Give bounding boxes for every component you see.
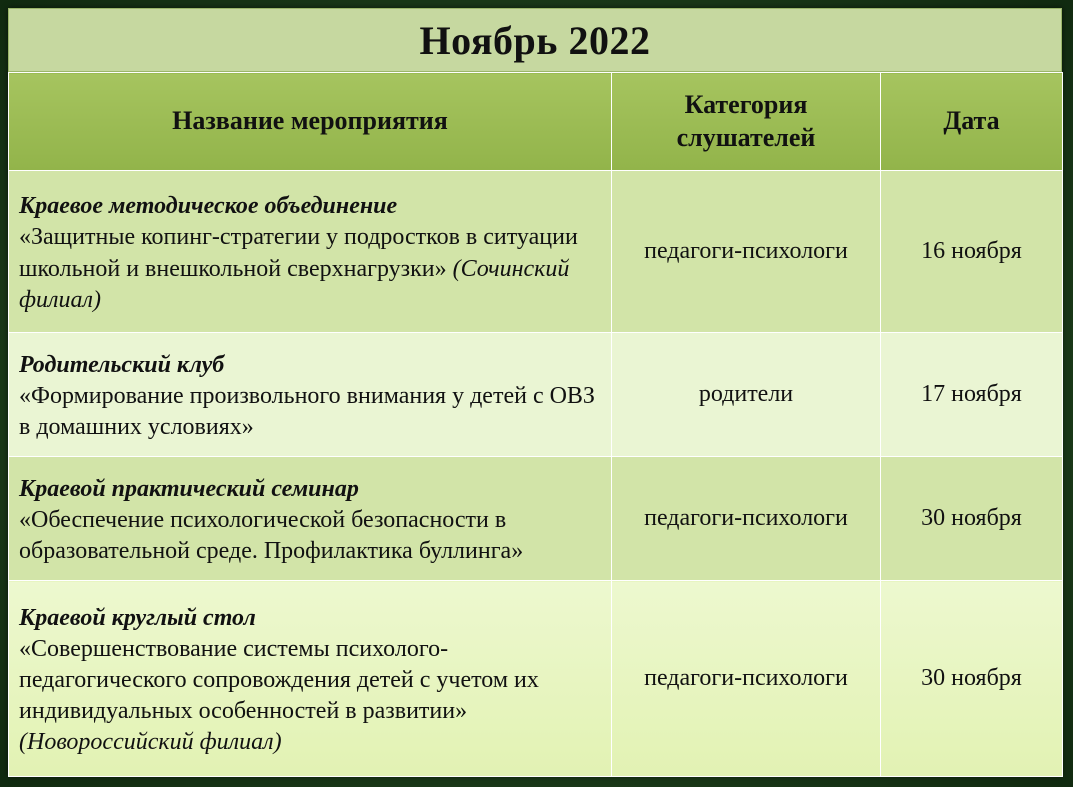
event-branch: (Новороссийский филиал) <box>19 729 282 756</box>
page-title: Ноябрь 2022 <box>419 17 651 63</box>
table-row <box>9 333 1063 457</box>
header-audience: Категория слушателей <box>612 73 881 171</box>
event-type: Краевой круглый стол <box>19 604 256 631</box>
table-row <box>9 581 1063 777</box>
event-description: «Формирование произвольного внимания у детей с ОВЗ в домашних условиях» <box>19 382 595 441</box>
table-header-row <box>9 73 1063 171</box>
event-branch: (Сочинский филиал) <box>19 255 570 313</box>
schedule-document <box>8 8 1062 776</box>
date-cell: 30 ноября <box>881 457 1063 581</box>
event-description: «Совершенствование системы психолого-педагогического сопровождения детей с учетом их индивидуальных особенностей в развитии» <box>19 635 539 725</box>
events-table <box>8 72 1063 777</box>
event-cell <box>9 457 612 581</box>
event-description: «Защитные копинг-стратегии у подростков в ситуации школьной и внешкольной сверхнагрузки» <box>19 224 578 282</box>
header-event-name: Название мероприятия <box>9 73 612 171</box>
audience-cell: педагоги-психологи <box>612 171 881 333</box>
event-cell <box>9 333 612 457</box>
table-row <box>9 457 1063 581</box>
date-cell: 16 ноября <box>881 171 1063 333</box>
date-cell: 30 ноября <box>881 581 1063 777</box>
header-date: Дата <box>881 73 1063 171</box>
audience-cell: педагоги-психологи <box>612 457 881 581</box>
date-cell: 17 ноября <box>881 333 1063 457</box>
event-type: Родительский клуб <box>19 351 225 378</box>
event-description: «Обеспечение психологической безопасности в образовательной среде. Профилактика буллинга» <box>19 506 524 565</box>
event-type: Краевой практический семинар <box>19 475 359 502</box>
audience-cell: родители <box>612 333 881 457</box>
event-cell <box>9 171 612 333</box>
audience-cell: педагоги-психологи <box>612 581 881 777</box>
event-type: Краевое методическое объединение <box>19 193 398 220</box>
title-bar <box>8 8 1062 72</box>
table-row <box>9 171 1063 333</box>
event-cell <box>9 581 612 777</box>
